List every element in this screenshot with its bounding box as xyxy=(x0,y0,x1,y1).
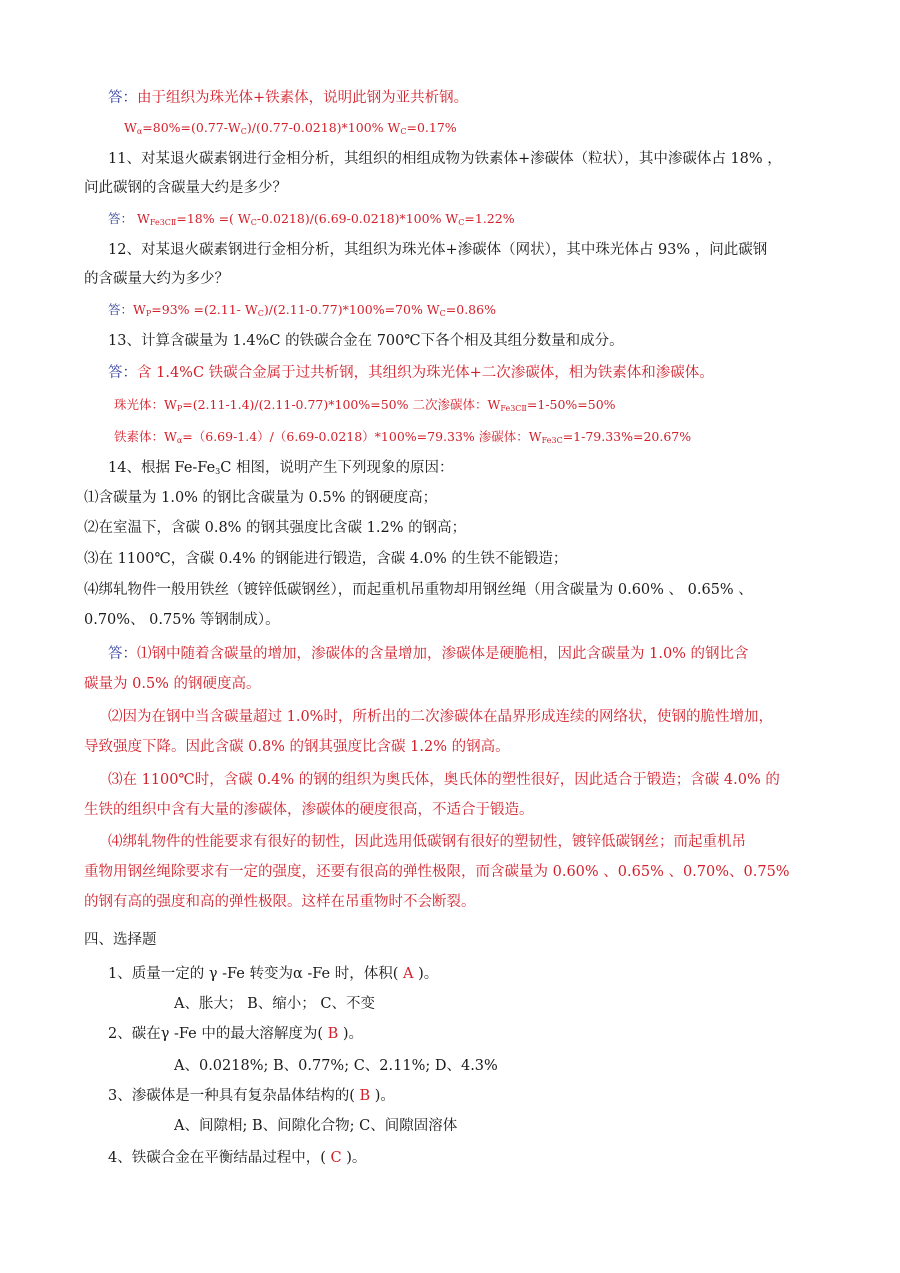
subscript: C xyxy=(240,127,247,136)
subscript: C xyxy=(250,218,257,227)
text-line-q11-1 xyxy=(108,149,782,169)
text-line-ans13-a xyxy=(108,363,714,383)
text-run: 4、铁碳合金在平衡结晶过程中，( xyxy=(108,1150,331,1166)
text-run: =80%=(0.77-W xyxy=(142,120,241,135)
text-run: 问此碳钢的含碳量大约是多少？ xyxy=(84,180,287,196)
subscript: C xyxy=(400,127,407,136)
text-run: 13、计算含碳量为 1.4%C 的铁碳合金在 700℃下各个相及其组分数量和成分。 xyxy=(108,333,624,349)
text-run: 四、选择题 xyxy=(84,932,157,948)
text-run: 生铁的组织中含有大量的渗碳体，渗碳体的硬度很高，不适合于锻造。 xyxy=(84,802,534,818)
text-line-c4 xyxy=(108,1148,366,1168)
text-run: 导致强度下降。因此含碳 0.8% 的钢其强度比含碳 1.2% 的钢高。 xyxy=(84,739,510,755)
text-run: A、间隙相; B、间隙化合物; C、间隙固溶体 xyxy=(174,1118,458,1134)
text-run: ⑷绑轧物件一般用铁丝（镀锌低碳钢丝），而起重机吊重物却用钢丝绳（用含碳量为 0.60% 、 0.65% 、 xyxy=(84,582,753,598)
text-line-q14-1 xyxy=(84,488,437,508)
text-line-q13 xyxy=(108,331,624,351)
text-run: =1-79.33%=20.67% xyxy=(562,429,692,444)
text-line-c1 xyxy=(108,964,438,984)
text-run: B xyxy=(359,1088,371,1104)
text-line-ans14-1a xyxy=(108,644,749,664)
text-run: -0.0218)/(6.69-0.0218)*100% W xyxy=(256,211,459,226)
text-run: ⑶在 1100℃，含碳 0.4% 的钢能进行锻造，含碳 4.0% 的生铁不能锻造； xyxy=(84,551,568,567)
text-run: B xyxy=(327,1026,339,1042)
text-run: 11、对某退火碳素钢进行金相分析，其组织的相组成物为铁素体+渗碳体（粒状），其中渗碳体占 18% ， xyxy=(108,151,782,167)
subscript: P xyxy=(176,404,183,413)
text-run: =0.86% xyxy=(445,302,496,317)
text-run: )。 xyxy=(338,1026,364,1042)
subscript: C xyxy=(439,309,446,318)
text-run: )/(2.11-0.77)*100%=70% W xyxy=(263,302,440,317)
text-line-ans14-2a xyxy=(108,707,773,727)
text-line-q12-1 xyxy=(108,240,767,260)
text-run: 铁素体：W xyxy=(114,429,177,444)
text-run: )/(0.77-0.0218)*100% W xyxy=(246,120,401,135)
text-line-c2 xyxy=(108,1024,363,1044)
text-run: ⑷绑轧物件的性能要求有很好的韧性，因此选用低碳钢有很好的塑韧性，镀锌低碳钢丝；而起重机吊 xyxy=(108,834,746,850)
text-run: )。 xyxy=(370,1088,395,1104)
text-line-ans12 xyxy=(108,300,496,324)
text-run: ⑵在室温下，含碳 0.8% 的钢其强度比含碳 1.2% 的钢高； xyxy=(84,520,467,536)
text-run: =1-50%=50% xyxy=(526,397,616,412)
subscript: α xyxy=(176,436,183,445)
subscript: 3 xyxy=(215,467,221,476)
text-run: W xyxy=(133,211,150,226)
text-run: 12、对某退火碳素钢进行金相分析，其组织为珠光体+渗碳体（网状），其中珠光体占 93% ，问此碳钢 xyxy=(108,242,768,258)
text-run: =93% =(2.11- W xyxy=(151,302,258,317)
text-line-ans14-2b xyxy=(84,737,510,757)
text-line-sec4 xyxy=(84,930,157,950)
text-line-ans13-b xyxy=(114,395,616,419)
text-run: 的钢有高的强度和高的弹性极限。这样在吊重物时不会断裂。 xyxy=(84,894,476,910)
text-run: ⑵因为在钢中当含碳量超过 1.0%时，所析出的二次渗碳体在晶界形成连续的网络状，使钢的脆性增加， xyxy=(108,709,773,725)
text-line-q14-4a xyxy=(84,580,753,600)
text-run: 碳量为 0.5% 的钢硬度高。 xyxy=(84,676,261,692)
text-line-ans14-3a xyxy=(108,770,780,790)
text-line-c2-opt xyxy=(174,1056,498,1076)
text-run: 的含碳量大约为多少？ xyxy=(84,271,229,287)
text-run: =18% =( W xyxy=(176,211,251,226)
text-run: C xyxy=(330,1150,342,1166)
text-run: =(2.11-1.4)/(2.11-0.77)*100%=50% 二次渗碳体：W xyxy=(182,397,501,412)
text-run: )。 xyxy=(413,966,439,982)
text-run: 答： xyxy=(108,211,134,226)
subscript: Fe3CⅡ xyxy=(149,218,177,227)
text-line-q14-3 xyxy=(84,549,567,569)
text-line-q14-2 xyxy=(84,518,466,538)
text-line-ans11 xyxy=(108,209,515,233)
subscript: C xyxy=(257,309,264,318)
text-run: 2、碳在γ -Fe 中的最大溶解度为( xyxy=(108,1026,328,1042)
text-run: A、0.0218%; B、0.77%; C、2.11%; D、4.3% xyxy=(174,1058,498,1074)
text-line-ans14-3b xyxy=(84,800,534,820)
text-line-q14-4b xyxy=(84,610,280,630)
text-run: )。 xyxy=(341,1150,367,1166)
text-run: ⑶在 1100℃时，含碳 0.4% 的钢的组织为奥氏体，奥氏体的塑性很好，因此适合于锻造；含碳 4.0% 的 xyxy=(108,772,780,788)
subscript: P xyxy=(145,309,152,318)
text-line-c1-opt xyxy=(174,994,375,1014)
text-run: 答： xyxy=(108,365,137,381)
text-run: =（6.69-1.4）/（6.69-0.0218）*100%=79.33% 渗碳体：W xyxy=(182,429,542,444)
text-run: A、胀大； B、缩小； C、不变 xyxy=(174,996,375,1012)
text-run: A xyxy=(403,966,414,982)
subscript: C xyxy=(458,218,465,227)
text-run: =0.17% xyxy=(406,120,457,135)
text-line-c3-opt xyxy=(174,1116,457,1136)
text-run: 由于组织为珠光体+铁素体，说明此钢为亚共析钢。 xyxy=(137,90,469,106)
text-line-ans10-f xyxy=(124,118,457,142)
text-line-ans13-c xyxy=(114,427,691,451)
text-run: 答： xyxy=(108,90,137,106)
subscript: α xyxy=(136,127,143,136)
text-run: ⑴含碳量为 1.0% 的钢比含碳量为 0.5% 的钢硬度高； xyxy=(84,490,438,506)
text-run: 答： xyxy=(108,302,134,317)
text-line-ans14-1b xyxy=(84,674,261,694)
text-run: 14、根据 Fe-Fe xyxy=(108,460,216,476)
text-run: 1、质量一定的 γ -Fe 转变为α -Fe 时，体积( xyxy=(108,966,403,982)
text-line-ans10-a xyxy=(108,88,468,108)
text-run: 重物用钢丝绳除要求有一定的强度，还要有很高的弹性极限，而含碳量为 0.60% 、0.65% 、0.70%、0.75% xyxy=(84,864,790,880)
text-run: W xyxy=(124,120,137,135)
text-line-ans14-4b xyxy=(84,862,790,882)
text-run: 含 1.4%C 铁碳合金属于过共析钢，其组织为珠光体+二次渗碳体，相为铁素体和渗碳体。 xyxy=(137,365,714,381)
text-run: 3、渗碳体是一种具有复杂晶体结构的( xyxy=(108,1088,360,1104)
subscript: Fe3CⅡ xyxy=(500,404,527,413)
subscript: Fe3C xyxy=(541,436,563,445)
text-run: 0.70%、 0.75% 等钢制成）。 xyxy=(84,612,280,628)
text-run: 答： xyxy=(108,646,137,662)
text-run: C 相图，说明产生下列现象的原因： xyxy=(220,460,454,476)
text-line-ans14-4a xyxy=(108,832,746,852)
text-run: ⑴钢中随着含碳量的增加，渗碳体的含量增加，渗碳体是硬脆相，因此含碳量为 1.0% 的钢比含 xyxy=(137,646,749,662)
text-line-q14 xyxy=(108,458,453,482)
text-run: W xyxy=(133,302,146,317)
text-run: 珠光体：W xyxy=(114,397,177,412)
text-line-q11-2 xyxy=(84,178,287,198)
text-line-ans14-4c xyxy=(84,892,476,912)
text-line-q12-2 xyxy=(84,269,229,289)
text-run: =1.22% xyxy=(464,211,515,226)
text-line-c3 xyxy=(108,1086,395,1106)
